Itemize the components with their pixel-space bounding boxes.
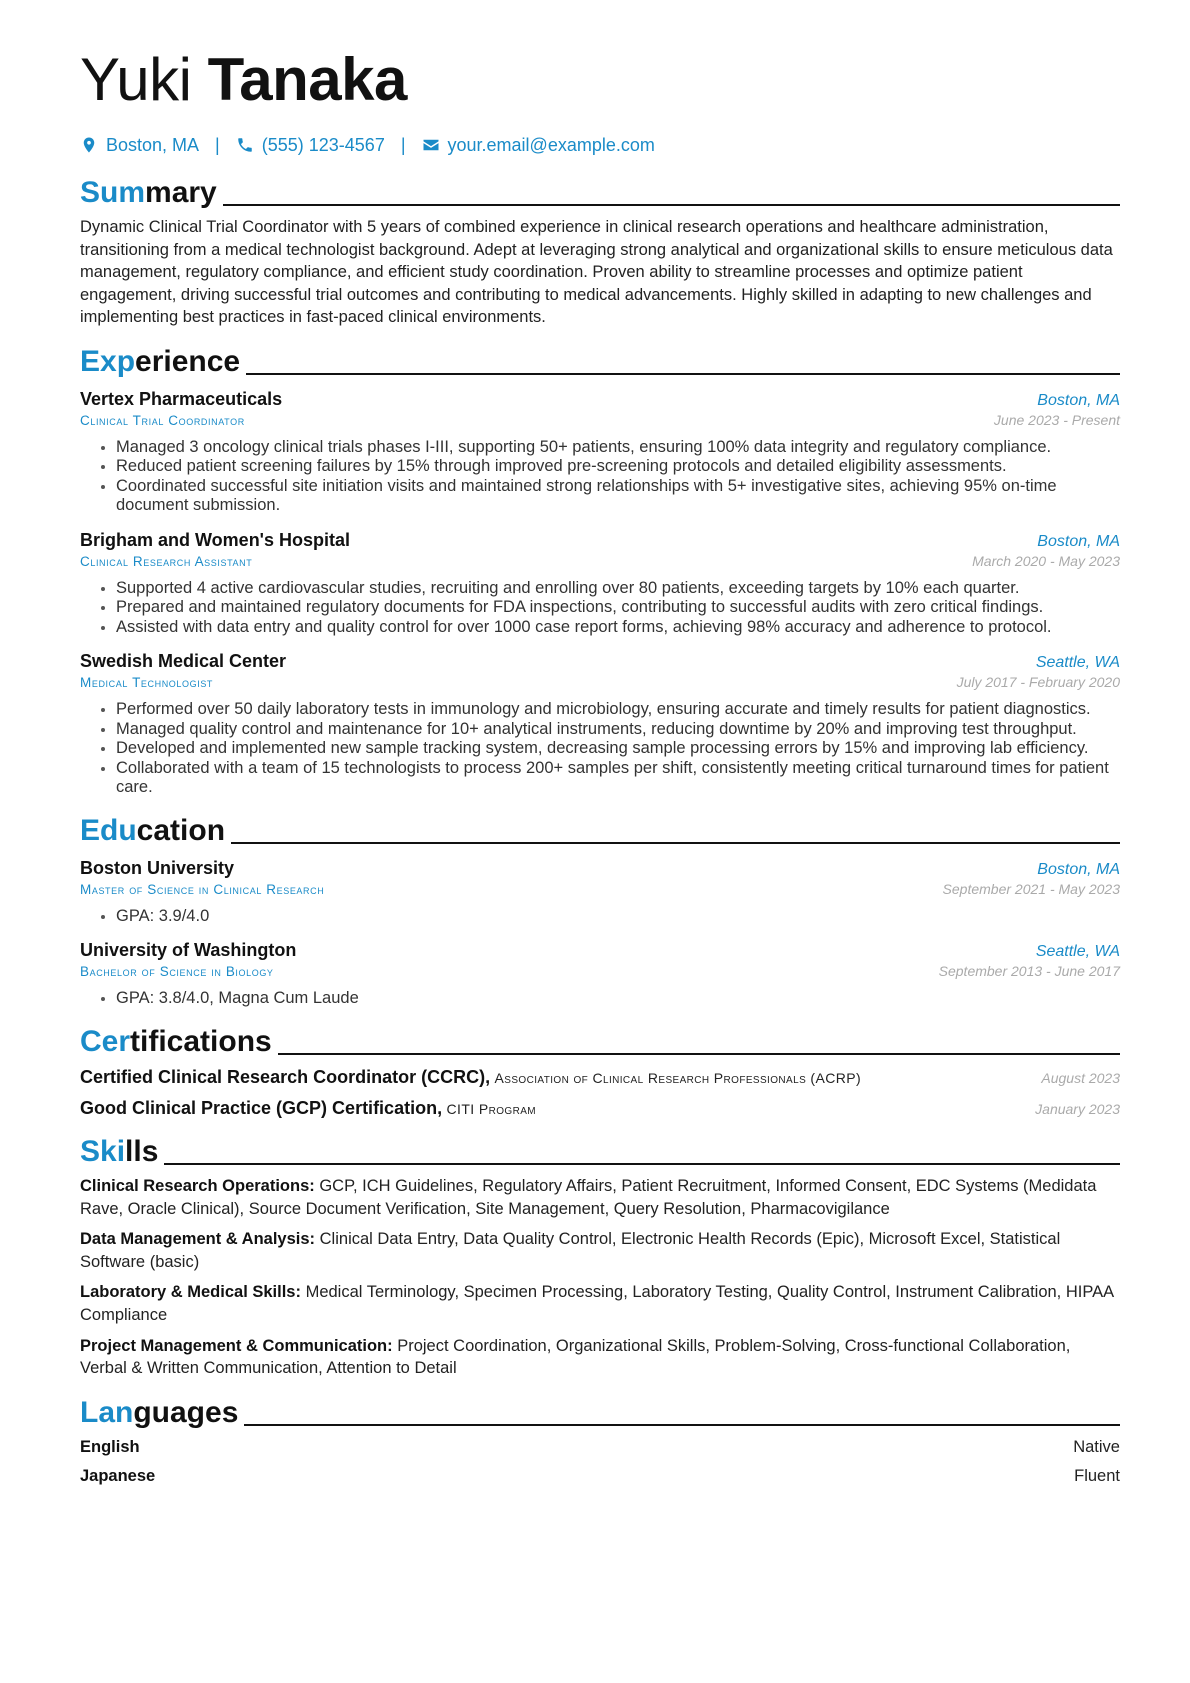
first-name: Yuki [80,46,192,113]
envelope-icon [422,136,440,154]
skill-category: Data Management & Analysis: [80,1230,316,1249]
contact-separator: | [400,134,406,155]
map-pin-icon [80,136,98,154]
school-name: University of Washington [80,940,297,961]
bullet-item: • Collaborated with a team of 15 technologists to process 200+ samples per shift, consistently meeting critical turnaround times for patient care. [116,759,1120,798]
experience-list [80,389,1120,798]
job-dates: July 2017 - February 2020 [956,674,1120,691]
job-location: Boston, MA [1037,532,1120,550]
employer-name: Vertex Pharmaceuticals [80,388,283,409]
job-location: Boston, MA [1037,391,1120,409]
certifications-list [80,1067,1120,1119]
skill-category: Project Management & Communication: [80,1336,393,1355]
bullet-item: • Developed and implemented new sample tracking system, decreasing sample processing errors by 15% and improving lab efficiency. [116,739,1120,759]
job-location: Seattle, WA [1035,654,1120,672]
location-text: Boston, MA [106,134,200,155]
bullet-item: • Prepared and maintained regulatory documents for FDA inspections, contributing to successful audits with zero critical findings. [116,598,1120,618]
experience-entry [80,389,1120,516]
section-languages-heading: Languages [80,1392,1120,1430]
job-dates: June 2023 - Present [993,411,1120,428]
email-link[interactable]: your.email@example.com [447,134,655,155]
experience-entry [80,530,1120,638]
certification-name: Certified Clinical Research Coordinator (CCRC) [80,1066,486,1087]
education-entry [80,858,1120,927]
language-entry [80,1438,1120,1457]
degree-title: Bachelor of Science in Biology [80,964,274,980]
skill-items: Clinical Data Entry, Data Quality Control, Electronic Health Records (Epic), Microsoft Excel, Statistical Software (basic) [80,1230,1061,1271]
education-bullets [80,989,1120,1009]
bullet-item: • Reduced patient screening failures by 15% through improved pre-screening protocols and detailed eligibility assessments. [116,457,1120,477]
school-location: Boston, MA [1037,860,1120,878]
contact-phone[interactable] [236,135,385,156]
education-dates: September 2021 - May 2023 [942,880,1120,897]
bullet-item: • Assisted with data entry and quality control for over 1000 case report forms, achieving 98% accuracy and adherence to protocol. [116,618,1120,638]
certification-entry: Good Clinical Practice (GCP) Certification, CITI Program January 2023 [80,1097,1120,1118]
skill-group [80,1175,1120,1220]
section-divider [164,1163,1120,1165]
section-divider [231,842,1120,844]
education-bullets [80,907,1120,927]
bullet-item: • GPA: 3.9/4.0 [116,907,1120,927]
language-level: Fluent [1074,1466,1120,1485]
skill-items: Project Coordination, Organizational Skills, Problem-Solving, Cross-functional Collaboration, Verbal & Written Communication, Attention to Detail [80,1336,1071,1378]
language-name: English [80,1437,140,1456]
degree-title: Master of Science in Clinical Research [80,881,325,897]
skills-list [80,1175,1120,1380]
skill-items: GCP, ICH Guidelines, Regulatory Affairs, Patient Recruitment, Informed Consent, EDC Systems (Medidata Rave, Oracle Clinical), Source Document Verification, Site Management, Query Resolution, Pharmacovigilance [80,1176,1097,1218]
job-title: Clinical Trial Coordinator [80,412,245,428]
bullet-item: • Managed 3 oncology clinical trials phases I-III, supporting 50+ patients, ensuring 100% data integrity and regulatory compliance. [116,438,1120,458]
contact-email[interactable] [422,135,655,156]
job-title: Clinical Research Assistant [80,553,253,569]
section-experience-heading: Experience [80,341,1120,379]
education-list [80,858,1120,1009]
section-skills-heading: Skills [80,1131,1120,1169]
skill-category: Clinical Research Operations: [80,1176,315,1195]
employer-name: Swedish Medical Center [80,651,287,672]
job-bullets [80,579,1120,638]
contact-bar [80,132,1120,158]
phone-icon [236,136,254,154]
school-location: Seattle, WA [1035,943,1120,961]
section-divider [244,1424,1120,1426]
contact-separator: | [215,134,220,155]
phone-text: (555) 123-4567 [261,134,385,155]
section-divider [223,204,1120,206]
job-bullets [80,700,1120,798]
certification-issuer: CITI Program [446,1100,537,1117]
language-name: Japanese [80,1466,156,1485]
languages-list [80,1438,1120,1486]
certification-date: January 2023 [1035,1100,1120,1117]
section-certifications-heading: Certifications [80,1021,1120,1059]
contact-location [80,135,199,156]
bullet-item: • Performed over 50 daily laboratory tests in immunology and microbiology, ensuring accurate and timely results for patient diagnostics. [116,700,1120,720]
summary-text: Dynamic Clinical Trial Coordinator with 5 years of combined experience in clinical research operations and healthcare administration, transitioning from a medical technologist background. Adept at leveraging strong analytical and organizational skills to ensure meticulous data management, regulatory compliance, and efficient study coordination. Proven ability to streamline processes and optimize patient engagement, driving successful trial outcomes and contributing to medical advancements. Highly skilled in adapting to new challenges and implementing best practices in fast-paced clinical environments. [80,218,1113,327]
section-divider [246,373,1120,375]
section-summary-heading: Summary [80,172,1120,210]
candidate-name [80,44,1120,116]
skill-group [80,1228,1120,1273]
skill-items: Medical Terminology, Specimen Processing, Laboratory Testing, Quality Control, Instrument Calibration, HIPAA Compliance [80,1283,1114,1324]
last-name: Tanaka [207,46,407,113]
skill-group [80,1281,1120,1326]
school-name: Boston University [80,857,235,878]
job-bullets [80,438,1120,516]
section-divider [278,1053,1120,1055]
education-dates: September 2013 - June 2017 [938,963,1120,980]
bullet-item: • Coordinated successful site initiation visits and maintained strong relationships with 5+ investigative sites, achieving 95% on-time document submission. [116,477,1120,516]
bullet-item: • Supported 4 active cardiovascular studies, recruiting and enrolling over 80 patients, exceeding targets by 10% each quarter. [116,579,1120,599]
skill-group [80,1335,1120,1380]
certification-issuer: Association of Clinical Research Professionals (ACRP) [494,1069,862,1086]
certification-entry: Certified Clinical Research Coordinator (CCRC), Association of Clinical Research Professionals (ACRP) August 2023 [80,1066,1120,1087]
language-entry [80,1467,1120,1486]
certification-date: August 2023 [1041,1069,1120,1086]
job-dates: March 2020 - May 2023 [972,552,1120,569]
employer-name: Brigham and Women's Hospital [80,529,350,550]
bullet-item: • GPA: 3.8/4.0, Magna Cum Laude [116,989,1120,1009]
experience-entry [80,651,1120,798]
bullet-item: • Managed quality control and maintenance for 10+ analytical instruments, reducing downtime by 20% and improving test throughput. [116,720,1120,740]
education-entry [80,940,1120,1009]
job-title: Medical Technologist [80,675,214,691]
skill-category: Laboratory & Medical Skills: [80,1283,301,1302]
language-level: Native [1073,1437,1120,1456]
section-education-heading: Education [80,810,1120,848]
certification-name: Good Clinical Practice (GCP) Certification [80,1097,438,1118]
